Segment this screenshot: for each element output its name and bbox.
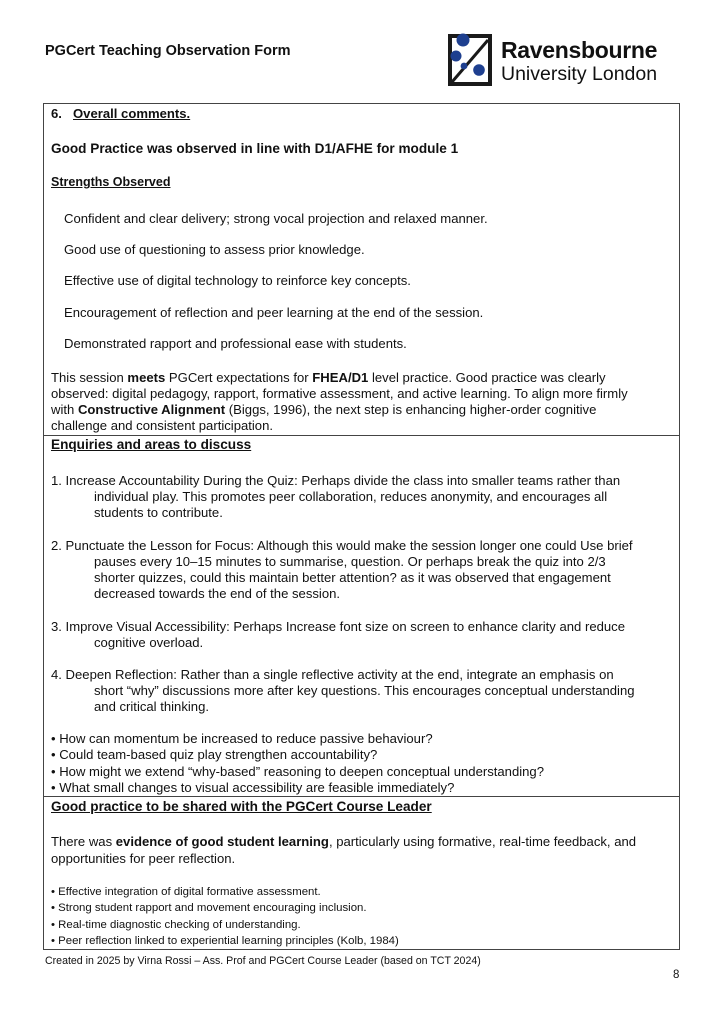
strength-item: Confident and clear delivery; strong vocal projection and relaxed manner.: [64, 211, 488, 226]
discussion-question: • How might we extend “why-based” reasoning to deepen conceptual understanding?: [51, 764, 544, 779]
summary-paragraph-line: This session meets PGCert expectations for FHEA/D1 level practice. Good practice was clearly: [51, 370, 606, 385]
good-practice-bullet: • Peer reflection linked to experiential learning principles (Kolb, 1984): [51, 935, 399, 947]
footer-credit: Created in 2025 by Virna Rossi – Ass. Prof and PGCert Course Leader (based on TCT 2024): [45, 955, 481, 967]
good-practice-heading: Good practice to be shared with the PGCert Course Leader: [51, 799, 432, 814]
strengths-heading: Strengths Observed: [51, 175, 171, 189]
good-practice-bullet: • Effective integration of digital formative assessment.: [51, 886, 321, 898]
logo-name: Ravensbourne: [501, 37, 658, 63]
summary-paragraph-line: with Constructive Alignment (Biggs, 1996), the next step is enhancing higher-order cognitive: [51, 402, 597, 417]
good-practice-paragraph-line: There was evidence of good student learning, particularly using formative, real-time feedback, and: [51, 834, 637, 849]
good-practice-bullet: • Real-time diagnostic checking of understanding.: [51, 919, 301, 931]
discussion-question: • Could team-based quiz play strengthen accountability?: [51, 747, 378, 762]
discussion-question: • What small changes to visual accessibility are feasible immediately?: [51, 780, 455, 795]
good-practice-section: [43, 796, 680, 950]
university-logo: [447, 33, 677, 89]
good-practice-paragraph-line: opportunities for peer reflection.: [51, 851, 236, 866]
summary-paragraph-line: challenge and consistent participation.: [51, 418, 274, 433]
enquiries-heading: Enquiries and areas to discuss: [51, 437, 252, 452]
section-number: 6.: [51, 106, 62, 121]
strength-item: Good use of questioning to assess prior knowledge.: [64, 242, 365, 257]
overall-comments-section: [43, 103, 680, 436]
section-heading: Overall comments.: [73, 106, 191, 121]
discussion-question: • How can momentum be increased to reduce passive behaviour?: [51, 731, 433, 746]
strength-item: Demonstrated rapport and professional ease with students.: [64, 336, 407, 351]
strength-item: Encouragement of reflection and peer learning at the end of the session.: [64, 305, 484, 320]
enquiries-section: Enquiries and areas to discuss 1. Increase Accountability During the Quiz: Perhaps divide the class into smaller teams rather than individual play. This promotes peer collaboration, reduces anonymity, and encourages all students to contribute. 2. Punctuate the Lesson for Focus: Although this would make the session longer one could Use brief pauses every 10–15 minutes to summarise, question. Or perhaps break the quiz into 2/3 shorter quizzes, could this maintain better attention? as it was observed that engagement decreased towards the end of the session. 3. Improve Visual Accessibility: Perhaps Increase font size on screen to enhance clarity and reduce cognitive overload. 4. Deepen Reflection: Rather than a single reflective activity at the end, integrate an emphasis on short “why” discussions more after key questions. This encourages conceptual understanding and critical thinking. • How can momentum be increased to reduce passive behaviour? • Could team-based quiz play strengthen accountability? • How might we extend “why-based” reasoning to deepen conceptual understanding? • What small changes to visual accessibility are feasible immediately?: [43, 435, 680, 797]
page-number: 8: [673, 969, 680, 981]
strength-item: Effective use of digital technology to reinforce key concepts.: [64, 273, 411, 288]
form-title: PGCert Teaching Observation Form: [45, 43, 291, 59]
good-practice-bullet: • Strong student rapport and movement encouraging inclusion.: [51, 902, 367, 914]
ravensbourne-logo-icon: [447, 33, 493, 87]
summary-paragraph-line: observed: digital pedagogy, rapport, formative assessment, and active learning. To align more firmly: [51, 386, 628, 401]
logo-subtitle: University London: [501, 63, 658, 85]
summary-statement: Good Practice was observed in line with D1/AFHE for module 1: [51, 141, 459, 156]
